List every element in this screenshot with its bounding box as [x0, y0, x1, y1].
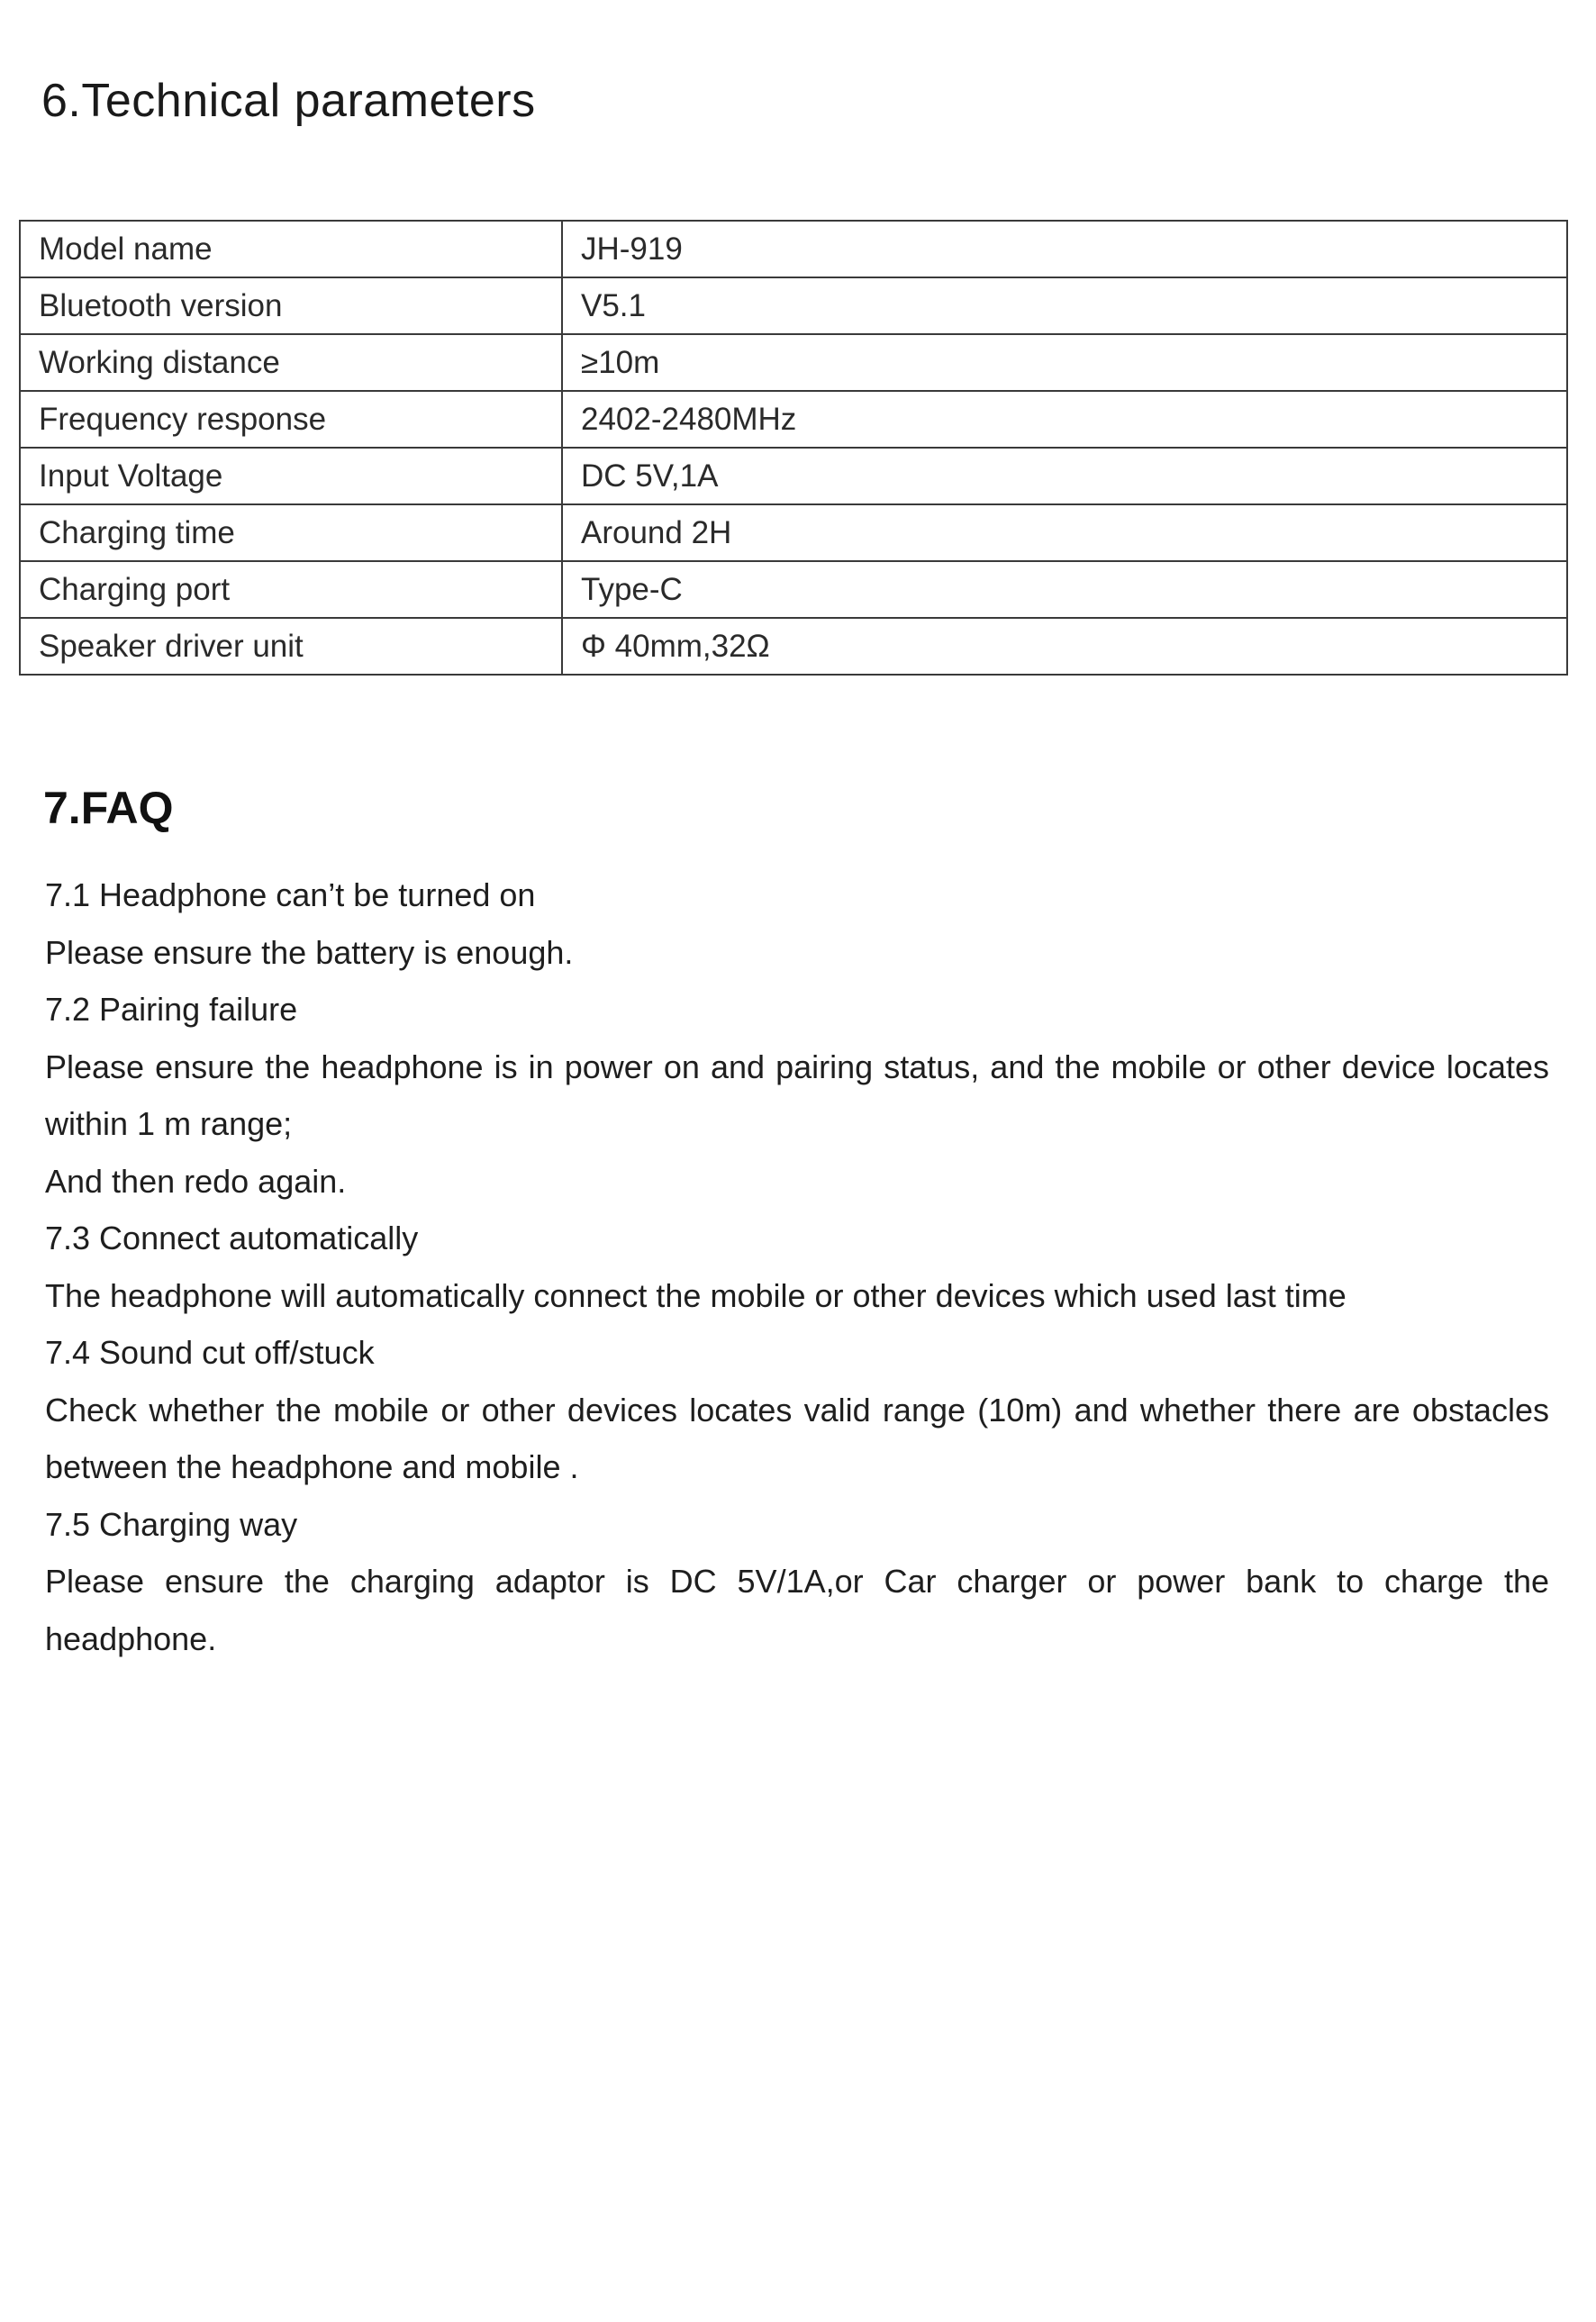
param-label: Speaker driver unit: [20, 618, 562, 675]
faq-question: 7.3 Connect automatically: [45, 1220, 419, 1256]
param-value: Φ 40mm,32Ω: [562, 618, 1567, 675]
param-label: Charging time: [20, 504, 562, 561]
param-value: V5.1: [562, 277, 1567, 334]
faq-question: 7.1 Headphone can’t be turned on: [45, 876, 536, 913]
param-label: Bluetooth version: [20, 277, 562, 334]
param-value: DC 5V,1A: [562, 448, 1567, 504]
table-row: [20, 391, 1567, 448]
param-value: Around 2H: [562, 504, 1567, 561]
section-6-heading: 6.Technical parameters: [41, 75, 536, 127]
table-row: [20, 504, 1567, 561]
faq-answer: Please ensure the headphone is in power on and pairing status, and the mobile or other device locates within 1 m range;: [45, 1048, 1549, 1142]
faq-answer: Please ensure the battery is enough.: [45, 933, 574, 971]
param-label: Working distance: [20, 334, 562, 391]
table-row: [20, 448, 1567, 504]
param-value: 2402-2480MHz: [562, 391, 1567, 448]
faq-question: 7.5 Charging way: [45, 1505, 298, 1543]
faq-list: [45, 866, 1549, 1667]
param-label: Charging port: [20, 561, 562, 618]
param-label: Model name: [20, 221, 562, 277]
faq-answer: And then redo again.: [45, 1162, 347, 1200]
table-row: [20, 618, 1567, 675]
param-label: Input Voltage: [20, 448, 562, 504]
param-value: ≥10m: [562, 334, 1567, 391]
param-label: Frequency response: [20, 391, 562, 448]
faq-answer: Check whether the mobile or other devices locates valid range (10m) and whether there are obstacles between the headphone and mobile .: [45, 1391, 1549, 1485]
faq-question: 7.4 Sound cut off/stuck: [45, 1334, 375, 1371]
param-value: Type-C: [562, 561, 1567, 618]
table-row: [20, 334, 1567, 391]
faq-answer: Please ensure the charging adaptor is DC 5V/1A,or Car charger or power bank to charge the headphone.: [45, 1563, 1549, 1657]
section-7-heading: 7.FAQ: [43, 783, 174, 833]
technical-parameters-table: [19, 220, 1568, 676]
table-row: [20, 277, 1567, 334]
param-value: JH-919: [562, 221, 1567, 277]
table-row: [20, 221, 1567, 277]
faq-answer: The headphone will automatically connect the mobile or other devices which used last time: [45, 1276, 1347, 1314]
faq-question: 7.2 Pairing failure: [45, 991, 298, 1028]
table-row: [20, 561, 1567, 618]
